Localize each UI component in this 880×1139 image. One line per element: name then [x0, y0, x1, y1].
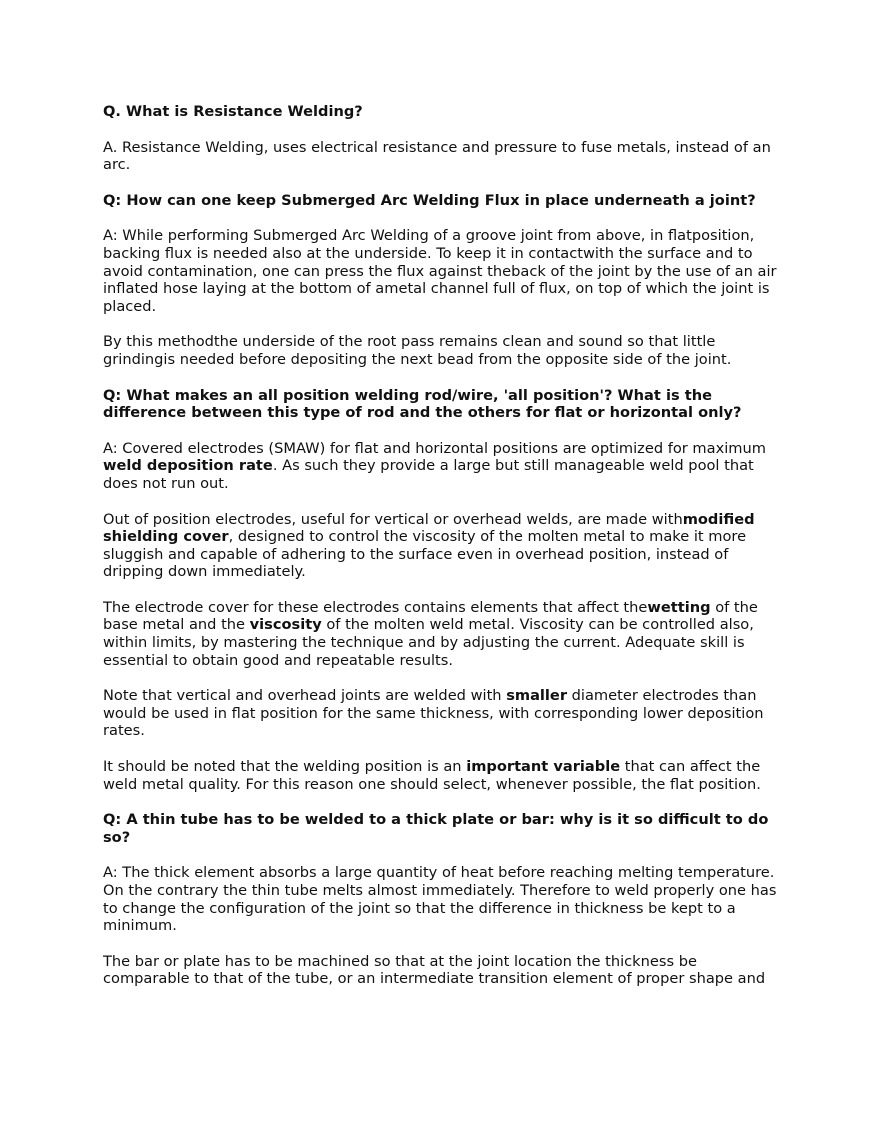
answer-paragraph: A: Covered electrodes (SMAW) for flat and horizontal positions are optimized for maximum weld deposition rate. As such they provide a large but still manageable weld pool that does not run out.	[103, 439, 766, 492]
answer-paragraph: A: The thick element absorbs a large quantity of heat before reaching melting temperature. On the contrary the thin tube melts almost immediately. Therefore to weld properly one has to change the configuration of the joint so that the difference in thickness be kept to a minimum.	[103, 864, 777, 935]
emphasis-text: smaller	[506, 687, 568, 705]
answer-paragraph: A: While performing Submerged Arc Welding of a groove joint from above, in flatposition, backing flux is needed also at the underside. To keep it in contactwith the surface and to avoid contamination, one can press the flux against theback of the joint by the use of an air inflated hose laying at the bottom of ametal channel full of flux, on top of which the joint is placed.	[103, 227, 777, 315]
emphasis-text: viscosity	[249, 616, 322, 634]
question-heading: Q: How can one keep Submerged Arc Welding Flux in place underneath a joint?	[103, 191, 756, 209]
answer-paragraph: A. Resistance Welding, uses electrical resistance and pressure to fuse metals, instead of an arc.	[103, 138, 771, 174]
answer-paragraph: Note that vertical and overhead joints are welded with smaller diameter electrodes than would be used in flat position for the same thickness, with corresponding lower deposition rates.	[103, 687, 764, 740]
document-page	[103, 103, 783, 1006]
emphasis-text: modified shielding cover	[103, 510, 755, 546]
emphasis-text: important variable	[466, 758, 621, 776]
answer-paragraph: By this methodthe underside of the root pass remains clean and sound so that little grindingis needed before depositing the next bead from the opposite side of the joint.	[103, 333, 732, 368]
question-heading: Q: A thin tube has to be welded to a thick plate or bar: why is it so difficult to do so?	[103, 811, 769, 846]
answer-paragraph: The bar or plate has to be machined so that at the joint location the thickness be comparable to that of the tube, or an intermediate transition element of proper shape and	[103, 952, 766, 988]
question-heading: Q: What makes an all position welding rod/wire, 'all position'? What is the difference between this type of rod and the others for flat or horizontal only?	[103, 386, 742, 422]
question-heading: Q. What is Resistance Welding?	[103, 103, 363, 120]
emphasis-text: wetting	[647, 598, 711, 616]
answer-paragraph: Out of position electrodes, useful for vertical or overhead welds, are made withmodified shielding cover, designed to control the viscosity of the molten metal to make it more sluggish and capable of adhering to the surface even in overhead position, instead of dripping down immediately.	[103, 510, 755, 581]
answer-paragraph: The electrode cover for these electrodes contains elements that affect thewetting of the base metal and the viscosity of the molten weld metal. Viscosity can be controlled also, within limits, by mastering the technique and by adjusting the current. Adequate skill is essential to obtain good and repeatable results.	[103, 598, 758, 669]
answer-paragraph: It should be noted that the welding position is an important variable that can affect the weld metal quality. For this reason one should select, whenever possible, the flat position.	[103, 758, 761, 793]
emphasis-text: weld deposition rate	[103, 457, 273, 475]
